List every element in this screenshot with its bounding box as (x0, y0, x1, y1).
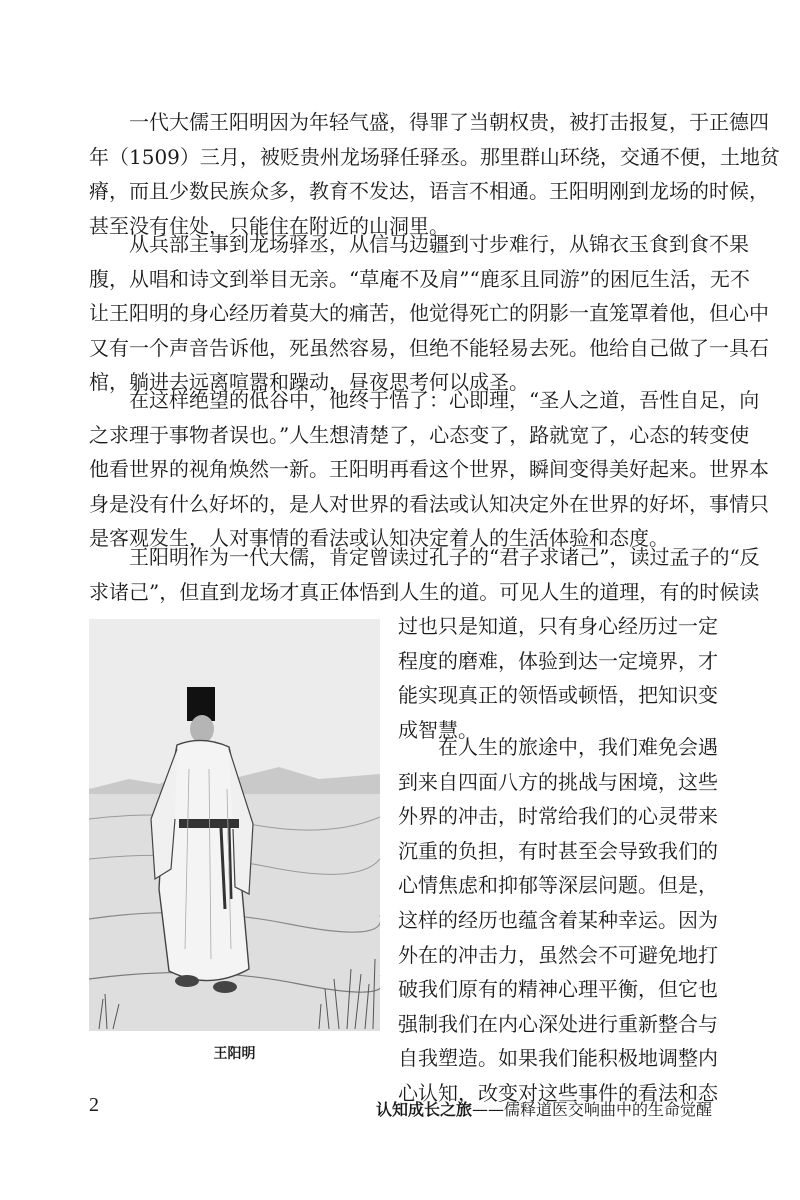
text-line: 求诸己”，但直到龙场才真正体悟到人生的道。可见人生的道理，有的时候读 (89, 579, 760, 604)
text-line: 自我塑造。如果我们能积极地调整内 (398, 1046, 718, 1071)
text-line: 成智慧。 (398, 717, 478, 742)
text-line: 身是没有什么好坏的，是人对世界的看法或认知决定外在世界的好坏，事情只 (89, 491, 769, 516)
paragraph-5 (398, 730, 718, 1111)
text-line: 他看世界的视角焕然一新。王阳明再看这个世界，瞬间变得美好起来。世界本 (89, 457, 769, 482)
paragraph-3 (89, 383, 769, 556)
text-line: 在这样绝望的低谷中，他终于悟了：心即理，“圣人之道，吾性自足，向 (129, 388, 760, 412)
text-line: 之求理于事物者误也。”人生想清楚了，心态变了，路就宽了，心态的转变使 (89, 422, 750, 447)
text-line: 能实现真正的领悟或顿悟，把知识变 (398, 683, 718, 708)
text-line: 从兵部主事到龙场驿丞，从信马边疆到寸步难行，从锦衣玉食到食不果 (129, 232, 749, 256)
text-line: 瘠，而且少数民族众多，教育不发达，语言不相通。王阳明刚到龙场的时候， (89, 179, 769, 204)
text-line: 王阳明作为一代大儒，肯定曾读过孔子的“君子求诸己”，读过孟子的“反 (129, 545, 760, 569)
text-line: 程度的磨难，体验到达一定境界，才 (398, 648, 718, 673)
text-line: 在人生的旅途中，我们难免会遇 (438, 735, 718, 759)
text-line: 是客观发生，人对事情的看法或认知决定着人的生活体验和态度。 (89, 526, 669, 551)
paragraph-4 (89, 540, 760, 609)
paragraph-1 (89, 105, 780, 243)
text-line: 一代大儒王阳明因为年轻气盛，得罪了当朝权贵，被打击报复，于正德四 (129, 110, 769, 134)
text-line: 心认知，改变对这些事件的看法和态 (398, 1080, 718, 1105)
text-line: 棺，躺进去远离喧嚣和躁动，昼夜思考何以成圣。 (89, 370, 529, 395)
text-line: 过也只是知道，只有身心经历过一定 (398, 614, 718, 638)
text-line: 强制我们在内心深处进行重新整合与 (398, 1011, 718, 1036)
text-line: 让王阳明的身心经历着莫大的痛苦，他觉得死亡的阴影一直笼罩着他，但心中 (89, 301, 769, 326)
running-footer (376, 1097, 712, 1120)
text-line: 年（1509）三月，被贬贵州龙场驿任驿丞。那里群山环绕，交通不便，土地贫 (89, 144, 780, 169)
text-line: 到来自四面八方的挑战与困境，这些 (398, 769, 718, 794)
text-line: 腹，从唱和诗文到举目无亲。“草庵不及肩”“鹿豕且同游”的困厄生活，无不 (89, 266, 750, 291)
page-number: 2 (89, 1094, 99, 1116)
text-line: 心情焦虑和抑郁等深层问题。但是， (398, 873, 718, 898)
book-subtitle: ——儒释道医交响曲中的生命觉醒 (471, 1100, 712, 1119)
scholar-walking-illustration (89, 619, 380, 1031)
text-line: 又有一个声音告诉他，死虽然容易，但绝不能轻易去死。他给自己做了一具石 (89, 335, 769, 360)
text-line: 破我们原有的精神心理平衡，但它也 (398, 977, 718, 1002)
text-line: 沉重的负担，有时甚至会导致我们的 (398, 838, 718, 863)
text-line: 外界的冲击，时常给我们的心灵带来 (398, 804, 718, 829)
text-line: 外在的冲击力，虽然会不可避免地打 (398, 942, 718, 967)
text-line: 甚至没有住处，只能住在附近的山洞里。 (89, 213, 449, 238)
sky (89, 619, 380, 789)
figure-caption: 王阳明 (213, 1046, 256, 1062)
book-title: 认知成长之旅 (375, 1100, 472, 1119)
illustration-drawing (89, 619, 380, 1031)
text-line: 这样的经历也蕴含着某种幸运。因为 (398, 907, 718, 932)
